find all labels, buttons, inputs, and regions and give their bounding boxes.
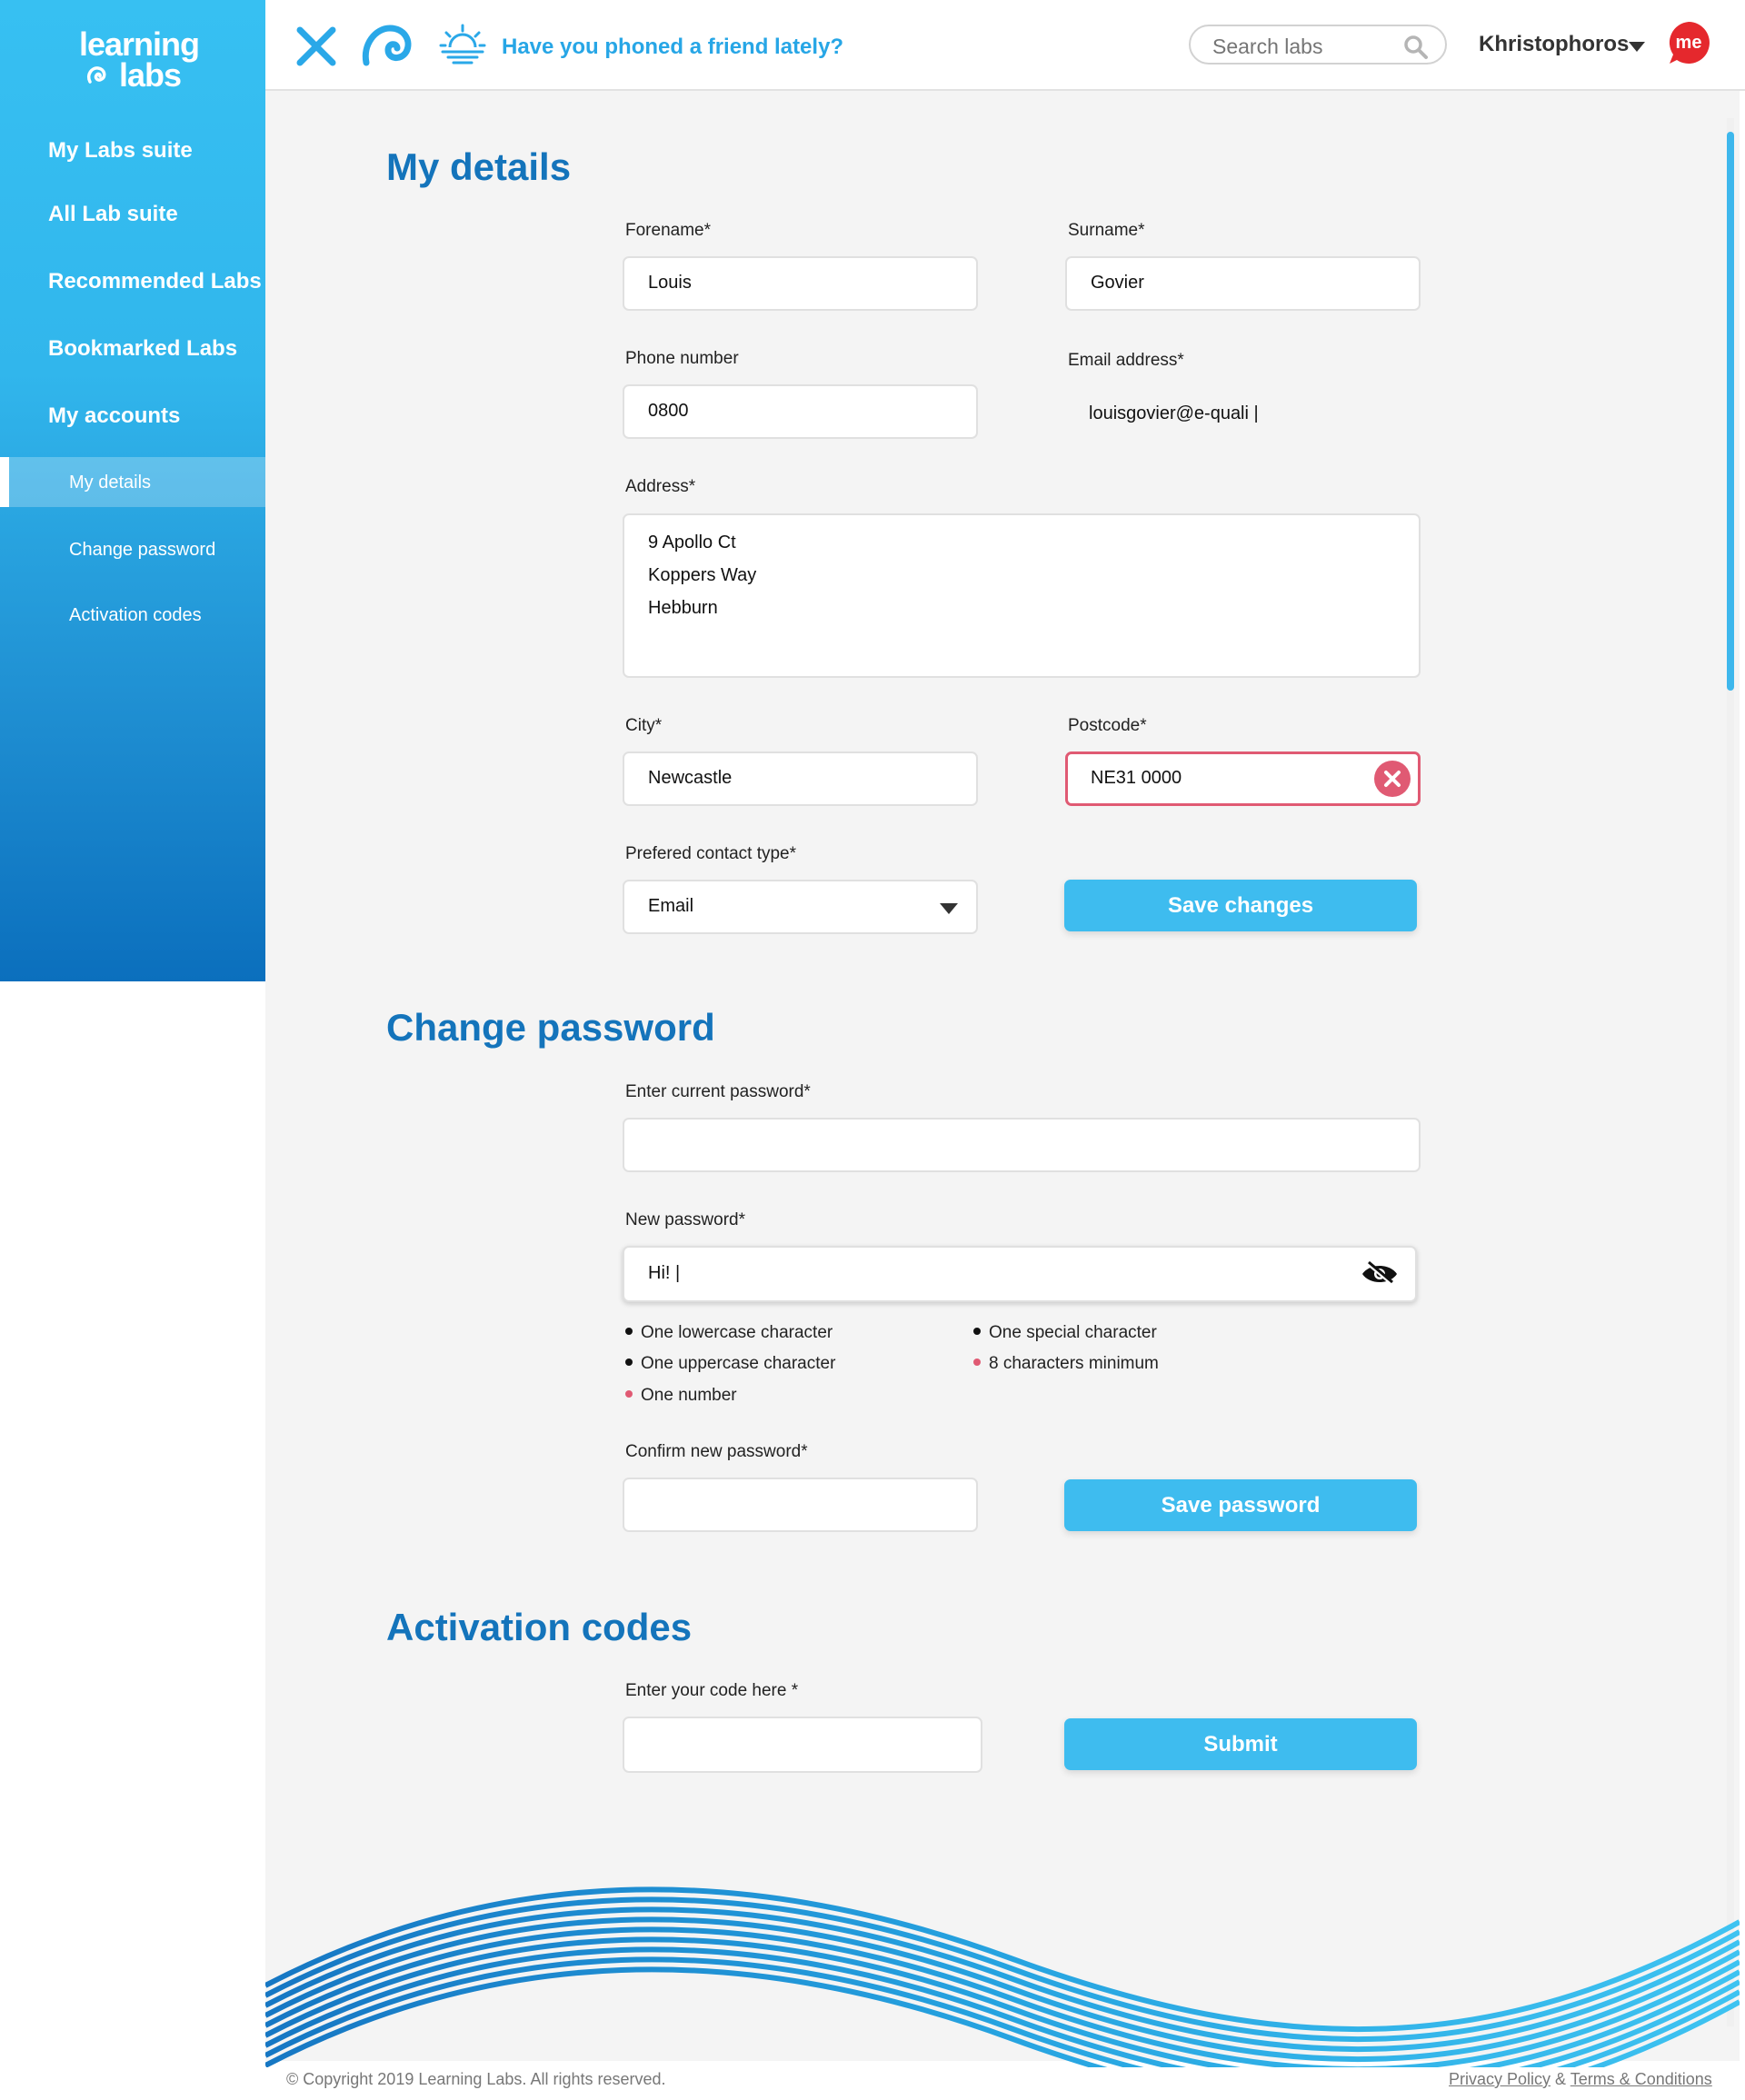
contact-type-label: Prefered contact type* bbox=[625, 844, 796, 863]
nav-item-my-accounts[interactable]: My accounts bbox=[48, 403, 181, 428]
wave-stripe bbox=[265, 1899, 1740, 2039]
scrollbar-thumb[interactable] bbox=[1727, 132, 1734, 691]
nav-item-bookmarked-labs[interactable]: Bookmarked Labs bbox=[48, 336, 238, 361]
wave-stripe bbox=[265, 1889, 1740, 2029]
save-password-button[interactable] bbox=[1064, 1479, 1417, 1531]
save-changes-label: Save changes bbox=[1167, 893, 1314, 918]
footer-links bbox=[1449, 2070, 1712, 2089]
swirl-icon[interactable] bbox=[361, 23, 415, 70]
rule-text: One special character bbox=[989, 1323, 1157, 1342]
surname-field[interactable] bbox=[1065, 256, 1421, 311]
sub-item-my-details[interactable]: My details bbox=[69, 473, 152, 493]
activation-code-field[interactable] bbox=[623, 1717, 982, 1773]
password-rule-special bbox=[973, 1323, 1157, 1343]
main-panel bbox=[265, 91, 1740, 2061]
search-icon[interactable] bbox=[1403, 35, 1429, 60]
logo-swirl-icon bbox=[85, 62, 112, 89]
rule-text: One number bbox=[641, 1386, 737, 1405]
password-rule-uppercase bbox=[625, 1354, 835, 1374]
tagline: Have you phoned a friend lately? bbox=[502, 35, 844, 59]
password-rule-number bbox=[625, 1386, 737, 1406]
postcode-field[interactable] bbox=[1065, 751, 1421, 806]
user-name[interactable]: Khristophoros bbox=[1479, 32, 1630, 56]
password-rule-lowercase bbox=[625, 1323, 833, 1343]
city-label: City* bbox=[625, 716, 663, 735]
wave-stripe bbox=[265, 1919, 1740, 2059]
activation-codes-title: Activation codes bbox=[386, 1606, 693, 1648]
contact-type-select[interactable] bbox=[623, 880, 978, 934]
city-field[interactable] bbox=[623, 751, 978, 806]
learning-labs-logo[interactable] bbox=[68, 25, 200, 94]
rule-unmet-dot bbox=[625, 1390, 633, 1398]
footer-separator: & bbox=[1555, 2070, 1567, 2088]
address-line: Hebburn bbox=[648, 598, 718, 618]
search-input[interactable] bbox=[1211, 34, 1396, 60]
copyright-text: © Copyright 2019 Learning Labs. All rights reserved. bbox=[286, 2070, 666, 2088]
new-password-value: Hi! | bbox=[648, 1263, 681, 1283]
address-line: 9 Apollo Ct bbox=[648, 532, 736, 552]
chevron-down-icon bbox=[940, 903, 958, 914]
address-field[interactable] bbox=[623, 513, 1421, 678]
rule-text: 8 characters minimum bbox=[989, 1354, 1159, 1373]
chevron-down-icon[interactable] bbox=[1629, 42, 1645, 52]
error-clear-icon[interactable] bbox=[1374, 761, 1411, 797]
activation-code-label: Enter your code here * bbox=[625, 1681, 799, 1700]
email-label: Email address* bbox=[1068, 351, 1184, 370]
change-password-title: Change password bbox=[386, 1006, 715, 1049]
forename-value: Louis bbox=[648, 273, 692, 293]
terms-link[interactable]: Terms & Conditions bbox=[1570, 2070, 1712, 2088]
rule-met-dot bbox=[973, 1328, 981, 1335]
eye-hidden-icon[interactable] bbox=[1361, 1260, 1399, 1288]
address-label: Address* bbox=[625, 477, 696, 496]
rule-met-dot bbox=[625, 1328, 633, 1335]
contact-type-value: Email bbox=[648, 896, 694, 916]
my-details-title: My details bbox=[386, 145, 572, 188]
search-box[interactable] bbox=[1189, 25, 1447, 65]
surname-label: Surname* bbox=[1068, 221, 1145, 240]
address-line: Koppers Way bbox=[648, 565, 757, 585]
nav-item-recommended-labs[interactable]: Recommended Labs bbox=[48, 269, 262, 294]
postcode-label: Postcode* bbox=[1068, 716, 1147, 735]
logo-text-bottom: labs bbox=[119, 56, 182, 94]
submit-label: Submit bbox=[1203, 1732, 1278, 1757]
forename-label: Forename* bbox=[625, 221, 711, 240]
sub-item-activation-codes[interactable]: Activation codes bbox=[69, 605, 202, 625]
current-password-label: Enter current password* bbox=[625, 1082, 811, 1101]
save-changes-button[interactable] bbox=[1064, 880, 1417, 931]
close-icon[interactable] bbox=[295, 25, 337, 67]
wave-stripe bbox=[265, 1909, 1740, 2049]
rule-text: One lowercase character bbox=[641, 1323, 833, 1342]
surname-value: Govier bbox=[1091, 273, 1144, 293]
sunrise-icon bbox=[439, 24, 486, 67]
rule-unmet-dot bbox=[973, 1359, 981, 1366]
password-rule-length bbox=[973, 1354, 1159, 1374]
sidebar bbox=[0, 0, 265, 981]
phone-label: Phone number bbox=[625, 349, 739, 368]
new-password-label: New password* bbox=[625, 1210, 745, 1229]
rule-met-dot bbox=[625, 1359, 633, 1366]
nav-item-my-labs-suite[interactable]: My Labs suite bbox=[48, 138, 193, 163]
nav-item-all-lab-suite[interactable]: All Lab suite bbox=[48, 202, 178, 226]
email-field[interactable]: louisgovier@e-quali | bbox=[1089, 403, 1259, 423]
sub-item-change-password[interactable]: Change password bbox=[69, 540, 216, 560]
current-password-field[interactable] bbox=[623, 1118, 1421, 1172]
wave-stripe bbox=[265, 1929, 1740, 2067]
submit-button[interactable] bbox=[1064, 1718, 1417, 1770]
confirm-password-label: Confirm new password* bbox=[625, 1442, 808, 1461]
rule-text: One uppercase character bbox=[641, 1354, 836, 1373]
logo-text-top: learning bbox=[79, 25, 200, 63]
new-password-field[interactable] bbox=[623, 1246, 1417, 1302]
save-password-label: Save password bbox=[1161, 1493, 1321, 1518]
privacy-policy-link[interactable]: Privacy Policy bbox=[1449, 2070, 1551, 2088]
phone-value: 0800 bbox=[648, 401, 689, 421]
avatar-text: me bbox=[1675, 33, 1702, 53]
avatar[interactable] bbox=[1666, 20, 1711, 65]
decorative-wave bbox=[265, 1849, 1740, 2067]
forename-field[interactable] bbox=[623, 256, 978, 311]
postcode-value: NE31 0000 bbox=[1091, 768, 1182, 788]
confirm-password-field[interactable] bbox=[623, 1478, 978, 1532]
phone-field[interactable] bbox=[623, 384, 978, 439]
city-value: Newcastle bbox=[648, 768, 733, 788]
